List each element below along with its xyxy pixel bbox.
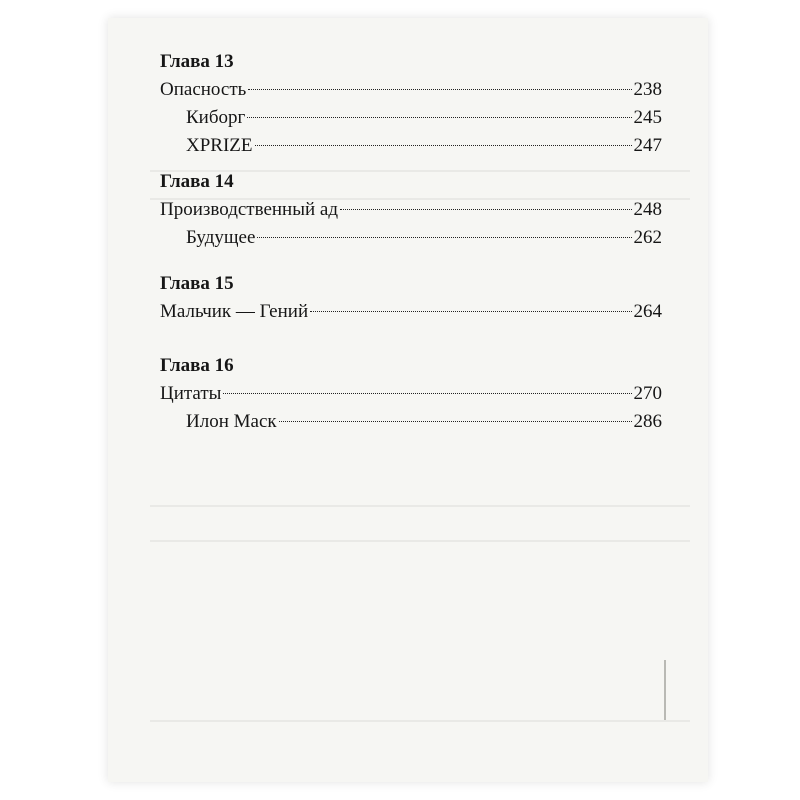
dot-leader: [248, 89, 631, 90]
entry-title: Опасность: [160, 79, 247, 100]
toc-entry[interactable]: [160, 196, 662, 224]
dot-leader: [247, 117, 631, 118]
show-through-line: [150, 720, 690, 722]
dot-leader: [310, 311, 631, 312]
entry-title: Будущее: [186, 227, 256, 248]
page-number: 238: [633, 79, 662, 100]
page-edge: [664, 660, 666, 720]
show-through-line: [150, 505, 690, 507]
chapter-14: [160, 168, 662, 252]
chapter-heading: Глава 16: [160, 355, 234, 376]
chapter-13: [160, 48, 662, 160]
dot-leader: [279, 421, 632, 422]
page-number: 270: [633, 383, 662, 404]
page-number: 248: [633, 199, 662, 220]
toc-subentry[interactable]: [160, 224, 662, 252]
page-number: 286: [633, 411, 662, 432]
entry-title: Производственный ад: [160, 199, 339, 220]
chapter-16: [160, 352, 662, 436]
toc-subentry[interactable]: [160, 132, 662, 160]
toc-entry[interactable]: [160, 76, 662, 104]
page-number: 245: [633, 107, 662, 128]
show-through-line: [150, 540, 690, 542]
dot-leader: [257, 237, 631, 238]
entry-title: Илон Маск: [186, 411, 277, 432]
chapter-heading: Глава 14: [160, 171, 234, 192]
dot-leader: [223, 393, 631, 394]
page-number: 262: [633, 227, 662, 248]
page-number: 247: [633, 135, 662, 156]
page-number: 264: [633, 301, 662, 322]
table-of-contents: [160, 48, 662, 436]
chapter-15: [160, 270, 662, 326]
toc-subentry[interactable]: [160, 104, 662, 132]
entry-title: Киборг: [186, 107, 246, 128]
entry-title: XPRIZE: [186, 135, 253, 156]
toc-subentry[interactable]: [160, 408, 662, 436]
chapter-heading: Глава 15: [160, 273, 234, 294]
dot-leader: [340, 209, 631, 210]
dot-leader: [255, 145, 632, 146]
entry-title: Цитаты: [160, 383, 222, 404]
toc-entry[interactable]: [160, 380, 662, 408]
entry-title: Мальчик — Гений: [160, 301, 309, 322]
toc-entry[interactable]: [160, 298, 662, 326]
chapter-heading: Глава 13: [160, 51, 234, 72]
